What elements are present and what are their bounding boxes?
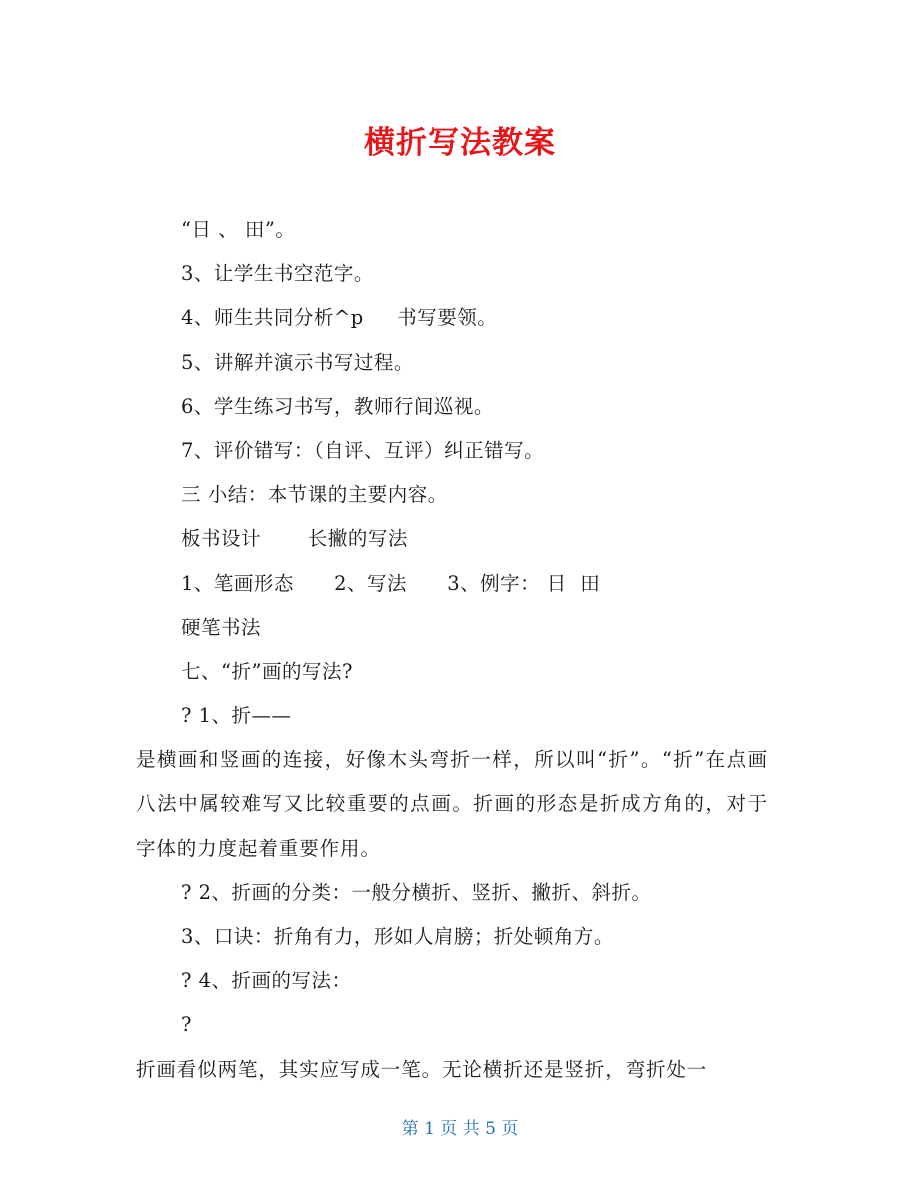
text-line: 7、评价错写：（自评、互评）纠正错写。: [181, 438, 545, 462]
document-body: [136, 208, 776, 1092]
page-footer: 第 1 页 共 5 页: [401, 1119, 519, 1139]
text-line: ? 1、折——: [181, 704, 292, 728]
text-line: 6、学生练习书写，教师行间巡视。: [181, 394, 494, 418]
text-line: 板书设计 长撇的写法: [181, 527, 408, 551]
text-line: ? 2、折画的分类：一般分横折、竖折、撇折、斜折。: [181, 880, 652, 904]
paragraph: 折画看似两笔，其实应写成一笔。无论横折还是竖折，弯折处一: [136, 1057, 708, 1081]
text-line: 5、讲解并演示书写过程。: [181, 350, 414, 374]
text-line: 七、“折”画的写法?: [181, 659, 353, 683]
text-line: 三 小结：本节课的主要内容。: [181, 483, 448, 507]
text-line: ? 4、折画的写法：: [181, 969, 352, 993]
text-line: ?: [181, 1013, 192, 1037]
text-line: 4、师生共同分析^p 书写要领。: [181, 306, 498, 330]
page-title: 横折写法教案: [364, 125, 556, 161]
text-line: 硬笔书法: [181, 615, 262, 639]
paragraph: 是横画和竖画的连接，好像木头弯折一样，所以叫“折”。“折”在点画八法中属较难写又比较重要的点画。折画的形态是折成方角的，对于字体的力度起着重要作用。: [136, 748, 768, 860]
text-line: 1、笔画形态 2、写法 3、例字： 日 田: [181, 571, 601, 595]
text-line: 3、口诀：折角有力，形如人肩膀；折处顿角方。: [181, 925, 614, 949]
text-line: “日 、 田”。: [181, 218, 296, 241]
text-line: 3、让学生书空范字。: [181, 262, 374, 286]
